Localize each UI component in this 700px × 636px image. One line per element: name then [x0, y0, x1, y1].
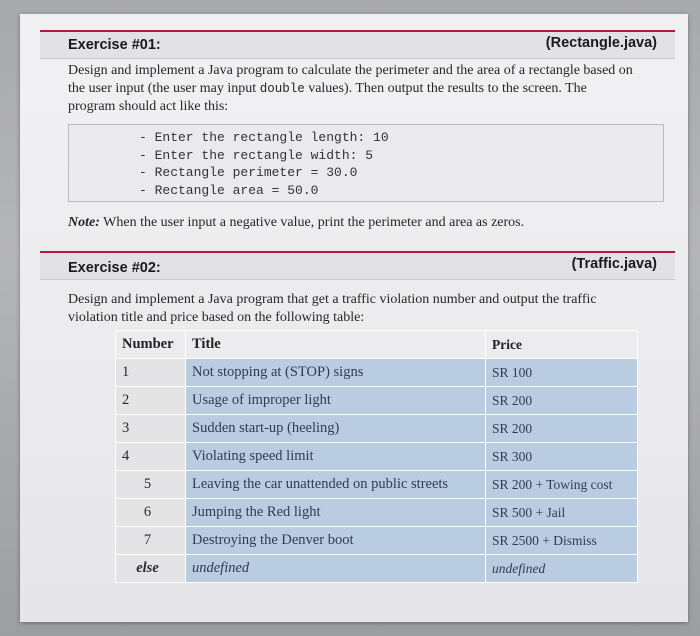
row-title: Violating speed limit: [186, 443, 486, 471]
row-title: Not stopping at (STOP) signs: [186, 359, 486, 387]
row-number: 3: [116, 415, 186, 443]
traffic-violation-table: [115, 330, 638, 583]
row-number: 7: [116, 527, 186, 555]
table-row: [116, 527, 638, 555]
row-title: Usage of improper light: [186, 387, 486, 415]
row-price: SR 100: [486, 359, 638, 387]
row-number: 1: [116, 359, 186, 387]
row-title: undefined: [186, 555, 486, 583]
exercise-2-header: [40, 251, 675, 280]
exercise-1-filename: (Rectangle.java): [545, 35, 657, 51]
row-number: 5: [116, 471, 186, 499]
row-price: SR 200: [486, 415, 638, 443]
table-row: [116, 471, 638, 499]
table-header-row: [116, 331, 638, 359]
row-title: Sudden start-up (heeling): [186, 415, 486, 443]
row-number: 6: [116, 499, 186, 527]
code-line: - Rectangle area = 50.0: [139, 182, 319, 198]
row-price: SR 500 + Jail: [486, 499, 638, 527]
code-line: - Rectangle perimeter = 30.0: [139, 165, 358, 181]
code-line: - Enter the rectangle width: 5: [139, 147, 374, 163]
row-price: SR 2500 + Dismiss: [486, 527, 638, 555]
description-line: Design and implement a Java program to calculate the perimeter and the area of a rectangle based on: [68, 63, 633, 78]
table-row: [116, 415, 638, 443]
description-text: the user input (the user may input: [68, 81, 260, 96]
note-label: Note:: [68, 215, 100, 230]
exercise-2-label: Exercise #02:: [68, 260, 161, 276]
note-text: When the user input a negative value, print the perimeter and area as zeros.: [99, 215, 525, 230]
exercise-2-description: [68, 291, 673, 327]
row-title: Jumping the Red light: [186, 499, 486, 527]
table-row: [116, 359, 638, 387]
row-price: SR 200: [486, 387, 638, 415]
row-title: Destroying the Denver boot: [186, 527, 486, 555]
exercise-2-filename: (Traffic.java): [571, 256, 657, 272]
table-row: [116, 555, 638, 583]
description-text: values). Then output the results to the screen. The: [304, 81, 587, 96]
exercise-1-description: [68, 62, 673, 116]
exercise-1-header: [40, 30, 675, 59]
row-title: Leaving the car unattended on public streets: [186, 471, 486, 499]
table-row: [116, 387, 638, 415]
row-price: undefined: [486, 555, 638, 583]
description-line: Design and implement a Java program that get a traffic violation number and output the traffic: [68, 292, 597, 307]
column-header-number: Number: [116, 331, 186, 359]
column-header-price: Price: [486, 331, 638, 359]
inline-code: double: [259, 82, 305, 96]
row-number: 2: [116, 387, 186, 415]
column-header-title: Title: [186, 331, 486, 359]
description-line: [68, 80, 673, 98]
row-price: SR 200 + Towing cost: [486, 471, 638, 499]
description-line: violation title and price based on the following table:: [68, 310, 365, 325]
row-number: else: [116, 555, 186, 583]
sample-output-box: [68, 124, 664, 202]
exercise-1-label: Exercise #01:: [68, 37, 161, 53]
exercise-1-note: [68, 215, 524, 231]
row-price: SR 300: [486, 443, 638, 471]
table-row: [116, 499, 638, 527]
description-line: program should act like this:: [68, 99, 229, 114]
row-number: 4: [116, 443, 186, 471]
code-line: - Enter the rectangle length: 10: [139, 130, 389, 145]
table-row: [116, 443, 638, 471]
